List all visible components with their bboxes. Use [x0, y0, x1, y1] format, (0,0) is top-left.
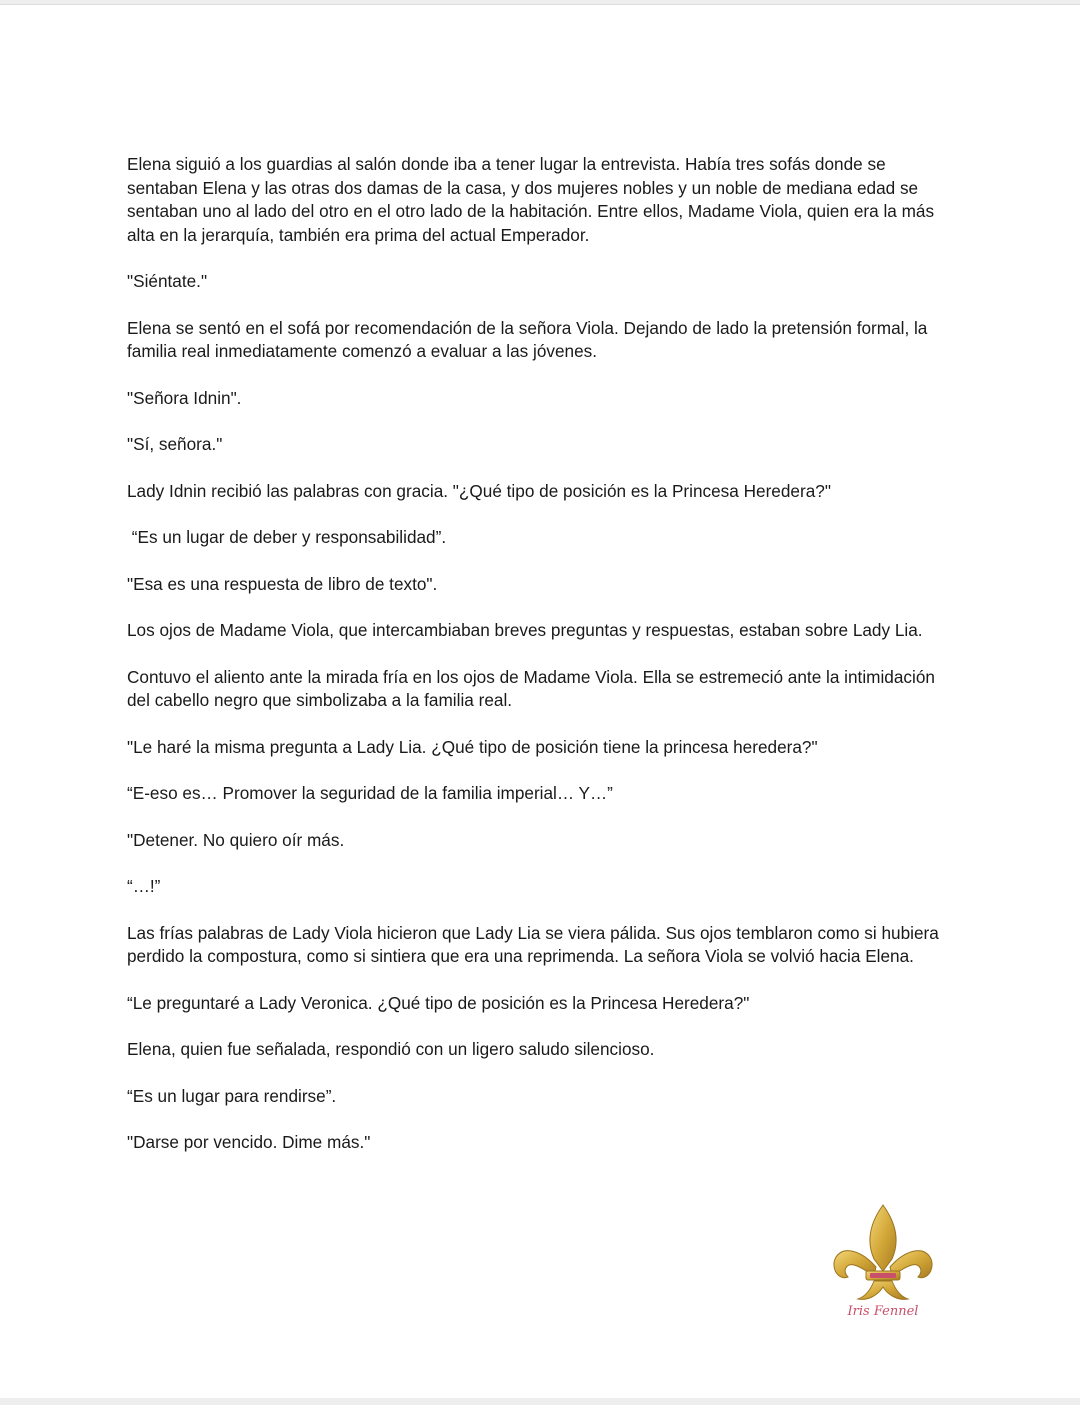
paragraph: "Darse por vencido. Dime más." — [127, 1132, 371, 1152]
paragraph: “Le preguntaré a Lady Veronica. ¿Qué tipo de posición es la Princesa Heredera?" — [127, 992, 750, 1013]
paragraph: "Siéntate." — [127, 271, 208, 291]
document-body — [127, 153, 957, 1178]
paragraph: "Detener. No quiero oír más. — [127, 829, 345, 850]
paragraph: “…!” — [127, 876, 161, 896]
paragraph: Lady Idnin recibió las palabras con gracia. "¿Qué tipo de posición es la Princesa Heredera?" — [127, 480, 831, 501]
paragraph: "Señora Idnin". — [127, 387, 242, 408]
watermark-signature: Iris Fennel — [847, 1304, 919, 1319]
paragraph: Las frías palabras de Lady Viola hicieron que Lady Lia se viera pálida. Sus ojos temblaron como si hubiera perdido la compostura, como si sintiera que era una reprimenda. La señora Viola se volvió hacia Elena. — [127, 922, 944, 966]
document-page — [0, 4, 1080, 1398]
paragraph: "Esa es una respuesta de libro de texto". — [127, 573, 438, 594]
paragraph: “Es un lugar de deber y responsabilidad”. — [127, 527, 447, 547]
paragraph: Contuvo el aliento ante la mirada fría en los ojos de Madame Viola. Ella se estremeció ante la intimidación del cabello negro que simbolizaba a la familia real. — [127, 666, 940, 710]
paragraph: "Le haré la misma pregunta a Lady Lia. ¿Qué tipo de posición tiene la princesa heredera?" — [127, 736, 818, 757]
paragraph: Elena, quien fue señalada, respondió con un ligero saludo silencioso. — [127, 1039, 655, 1059]
watermark-logo — [826, 1201, 940, 1331]
paragraph: Elena se sentó en el sofá por recomendación de la señora Viola. Dejando de lado la pretensión formal, la familia real inmediatamente comenzó a evaluar a las jóvenes. — [127, 317, 933, 361]
fleur-de-lis-icon — [826, 1201, 940, 1305]
paragraph: Elena siguió a los guardias al salón donde iba a tener lugar la entrevista. Había tres sofás donde se sentaban Elena y las otras dos damas de la casa, y dos mujeres nobles y un noble de mediana edad se sentaban uno al lado del otro en el otro lado de la habitación. Entre ellos, Madame Viola, quien era la más alta en la jerarquía, también era prima del actual Emperador. — [127, 154, 939, 245]
paragraph: “E-eso es… Promover la seguridad de la familia imperial… Y…” — [127, 783, 613, 803]
paragraph: Los ojos de Madame Viola, que intercambiaban breves preguntas y respuestas, estaban sobre Lady Lia. — [127, 620, 923, 640]
paragraph: "Sí, señora." — [127, 434, 223, 454]
paragraph: “Es un lugar para rendirse”. — [127, 1085, 337, 1106]
